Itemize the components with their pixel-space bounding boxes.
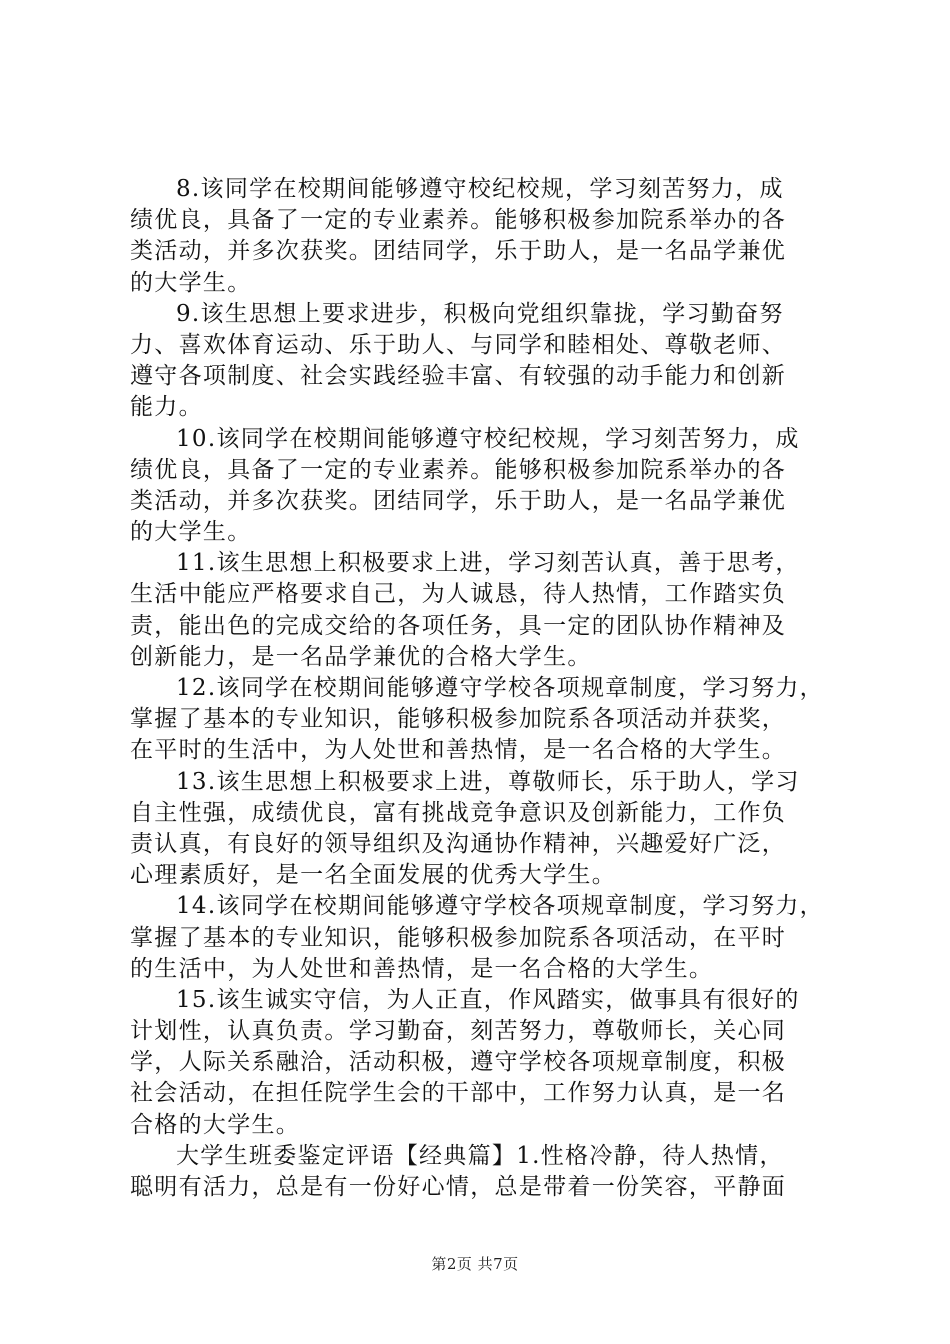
text-line: 遵守各项制度、社会实践经验丰富、有较强的动手能力和创新	[130, 363, 787, 390]
text-line: 绩优良，具备了一定的专业素养。能够积极参加院系举办的各	[130, 456, 787, 483]
page-number-footer: 第2页 共7页	[431, 1255, 519, 1273]
text-line: 的大学生。	[130, 519, 252, 546]
text-line: 心理素质好，是一名全面发展的优秀大学生。	[130, 862, 616, 889]
text-line: 11.该生思想上积极要求上进，学习刻苦认真，善于思考，	[176, 550, 800, 577]
text-line: 掌握了基本的专业知识，能够积极参加院系各项活动，在平时	[130, 924, 787, 951]
text-line: 能力。	[130, 394, 203, 421]
text-line: 社会活动，在担任院学生会的干部中，工作努力认真，是一名	[130, 1080, 787, 1107]
text-line: 12.该同学在校期间能够遵守学校各项规章制度，学习努力，	[176, 675, 824, 701]
text-line: 生活中能应严格要求自己，为人诚恳，待人热情，工作踏实负	[130, 581, 787, 608]
text-line: 在平时的生活中，为人处世和善热情，是一名合格的大学生。	[130, 737, 787, 764]
body-text	[130, 174, 846, 1203]
text-line: 责认真，有良好的领导组织及沟通协作精神，兴趣爱好广泛，	[130, 830, 787, 857]
text-line: 的大学生。	[130, 269, 252, 296]
text-line: 掌握了基本的专业知识，能够积极参加院系各项活动并获奖，	[130, 706, 787, 733]
text-line: 自主性强，成绩优良，富有挑战竞争意识及创新能力，工作负	[130, 799, 787, 826]
text-line: 的生活中，为人处世和善热情，是一名合格的大学生。	[130, 955, 714, 982]
text-line: 学，人际关系融洽，活动积极，遵守学校各项规章制度，积极	[130, 1049, 787, 1076]
text-line: 责，能出色的完成交给的各项任务，具一定的团队协作精神及	[130, 612, 787, 639]
text-line: 力、喜欢体育运动、乐于助人、与同学和睦相处、尊敬老师、	[130, 331, 787, 358]
text-line: 大学生班委鉴定评语【经典篇】1.性格冷静，待人热情，	[176, 1142, 784, 1169]
text-line: 类活动，并多次获奖。团结同学，乐于助人，是一名品学兼优	[130, 238, 787, 265]
text-line: 计划性，认真负责。学习勤奋，刻苦努力，尊敬师长，关心同	[130, 1018, 787, 1045]
text-line: 类活动，并多次获奖。团结同学，乐于助人，是一名品学兼优	[130, 487, 787, 514]
text-line: 9.该生思想上要求进步，积极向党组织靠拢，学习勤奋努	[176, 300, 784, 327]
text-line: 15.该生诚实守信，为人正直，作风踏实，做事具有很好的	[176, 986, 800, 1013]
text-line: 创新能力，是一名品学兼优的合格大学生。	[130, 643, 592, 670]
text-line: 合格的大学生。	[130, 1111, 301, 1138]
text-line: 13.该生思想上积极要求上进，尊敬师长，乐于助人，学习	[176, 768, 800, 795]
text-line: 10.该同学在校期间能够遵守校纪校规，学习刻苦努力，成	[176, 425, 800, 452]
text-line: 绩优良，具备了一定的专业素养。能够积极参加院系举办的各	[130, 207, 787, 234]
text-line: 聪明有活力，总是有一份好心情，总是带着一份笑容，平静面	[130, 1174, 787, 1200]
text-line: 14.该同学在校期间能够遵守学校各项规章制度，学习努力，	[176, 893, 824, 920]
text-line: 8.该同学在校期间能够遵守校纪校规，学习刻苦努力，成	[176, 176, 784, 202]
